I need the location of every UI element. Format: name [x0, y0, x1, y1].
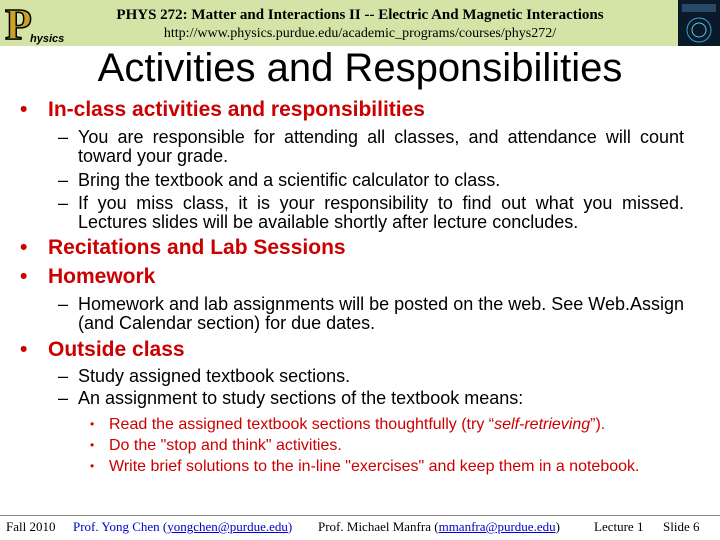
- subitem-text: If you miss class, it is your responsibility to find out what you missed. Lectures slides will be available shortly after lecture concludes.: [78, 193, 684, 232]
- subsubitem-solutions: [90, 458, 684, 475]
- dash-icon: –: [58, 388, 69, 408]
- footer-divider: [0, 515, 720, 516]
- dash-icon: –: [58, 366, 69, 386]
- subitem-study-sections: [58, 367, 684, 386]
- subsubitem-stop-think: [90, 437, 684, 454]
- footer-instructor-2: Prof. Michael Manfra (mmanfra@purdue.edu): [318, 519, 560, 534]
- logo-letter: P: [5, 1, 32, 45]
- dash-icon: –: [58, 170, 69, 190]
- heading-recitations: Recitations and Lab Sessions: [48, 236, 346, 259]
- subitem-text: You are responsible for attending all classes, and attendance will count toward your grade.: [78, 127, 684, 166]
- subitem-text: Homework and lab assignments will be posted on the web. See Web.Assign (and Calendar section) for due dates.: [78, 294, 684, 333]
- footer-instructor-1: Prof. Yong Chen (yongchen@purdue.edu): [73, 519, 293, 534]
- subsubitem-text: Do the "stop and think" activities.: [109, 437, 342, 454]
- course-url[interactable]: http://www.physics.purdue.edu/academic_programs/courses/phys272/: [163, 26, 557, 41]
- logo-word: hysics: [30, 33, 65, 45]
- dash-icon: –: [58, 294, 69, 314]
- subitem-assignment-means: [58, 389, 684, 408]
- subitem-text: Study assigned textbook sections.: [78, 366, 351, 386]
- small-bullet-icon: •: [90, 459, 95, 473]
- dash-icon: –: [58, 127, 69, 147]
- footer: [0, 519, 720, 537]
- email-link-manfra[interactable]: mmanfra@purdue.edu: [438, 519, 556, 534]
- subitem-text: Bring the textbook and a scientific calculator to class.: [78, 170, 501, 190]
- bullet-outside-class: [20, 338, 185, 362]
- footer-slide-number: Slide 6: [663, 519, 700, 534]
- heading-outside-class: Outside class: [48, 338, 185, 361]
- subitem-text: An assignment to study sections of the textbook means:: [78, 388, 524, 408]
- slide-title: Activities and Responsibilities: [97, 46, 623, 90]
- course-title: PHYS 272: Matter and Interactions II -- Electric And Magnetic Interactions: [116, 7, 604, 23]
- dash-icon: –: [58, 193, 69, 213]
- bullet-in-class: [20, 98, 425, 122]
- bullet-dot-icon: •: [20, 98, 28, 121]
- bullet-dot-icon: •: [20, 338, 28, 361]
- footer-term: Fall 2010: [6, 519, 56, 534]
- heading-homework: Homework: [48, 265, 156, 288]
- bullet-recitations: [20, 236, 346, 260]
- corner-image: [678, 0, 720, 46]
- heading-in-class: In-class activities and responsibilities: [48, 98, 425, 121]
- subitem-miss-class: [58, 194, 684, 232]
- subsubitem-read: [90, 416, 684, 433]
- subitem-homework-posted: [58, 295, 684, 333]
- subitem-attendance: [58, 128, 684, 166]
- email-link-chen[interactable]: yongchen@purdue.edu: [167, 519, 288, 534]
- bullet-dot-icon: •: [20, 265, 28, 288]
- bullet-dot-icon: •: [20, 236, 28, 259]
- bullet-homework: [20, 265, 155, 289]
- subsubitem-text: Read the assigned textbook sections thoughtfully (try “self-retrieving”).: [109, 416, 606, 433]
- small-bullet-icon: •: [90, 417, 95, 431]
- subsubitem-text: Write brief solutions to the in-line "exercises" and keep them in a notebook.: [109, 458, 640, 475]
- small-bullet-icon: •: [90, 438, 95, 452]
- subitem-textbook: [58, 171, 684, 190]
- footer-lecture: Lecture 1: [594, 519, 644, 534]
